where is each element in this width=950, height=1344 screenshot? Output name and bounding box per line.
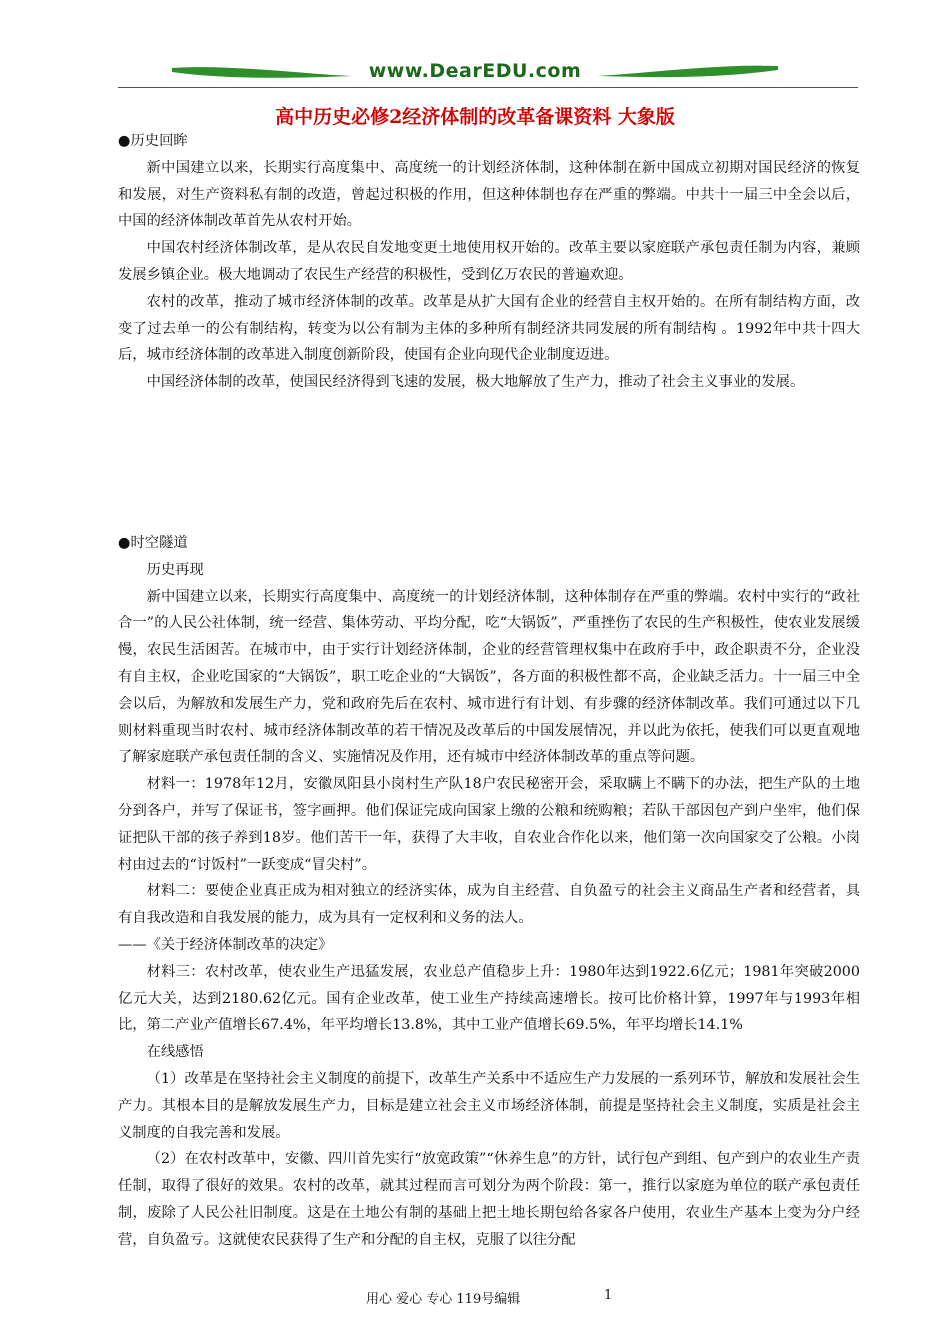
paragraph: 中国经济体制的改革，使国民经济得到飞速的发展，极大地解放了生产力，推动了社会主义事业的发展。 <box>146 374 805 391</box>
material-source: ——《关于经济体制改革的决定》 <box>118 936 333 953</box>
material-one: 材料一：1978年12月，安徽凤阳县小岗村生产队18户农民秘密开会，采取瞒上不瞒下的办法，把生产队的土地分到各户，并写了保证书，签字画押。他们保证完成向国家上缴的公粮和统购粮；若队干部因包产到户坐牢，他们保证把队干部的孩子养到18岁。他们苦干一年，获得了大丰收，自农业合作化以来，他们第一次向国家交了公粮。小岗村由过去的“讨饭村”一跃变成“冒尖村”。 <box>118 776 860 873</box>
site-header <box>0 56 950 96</box>
subheading-insight: 在线感悟 <box>146 1044 204 1061</box>
footer-slogan: 用心 爱心 专心 119号编辑 <box>366 1292 521 1307</box>
header-divider <box>118 87 858 88</box>
section-heading-tunnel: ●时空隧道 <box>118 534 188 551</box>
material-two: 材料二：要使企业真正成为相对独立的经济实体，成为自主经营、自负盈亏的社会主义商品生产者和经营者，具有自我改造和自我发展的能力，成为具有一定权利和义务的法人。 <box>118 883 860 927</box>
site-logo[interactable]: www.DearEDU.com <box>368 60 582 82</box>
insight-item: （2）在农村改革中，安徽、四川首先实行“放宽政策”“休养生息”的方针，试行包产到组、包产到户的农业生产责任制，取得了很好的效果。农村的改革，就其过程而言可划分为两个阶段：第一，推行以家庭为单位的联产承包责任制，废除了人民公社旧制度。这是在土地公有制的基础上把土地长期包给各家各户使用，农业生产基本上变为分户经营，自负盈亏。这就使农民获得了生产和分配的自主权，克服了以往分配 <box>118 1151 860 1248</box>
paragraph: 新中国建立以来，长期实行高度集中、高度统一的计划经济体制，这种体制在新中国成立初期对国民经济的恢复和发展，对生产资料私有制的改造，曾起过积极的作用，但这种体制也存在严重的弊端。中共十一届三中全会以后，中国的经济体制改革首先从农村开始。 <box>118 159 860 230</box>
paragraph: 新中国建立以来，长期实行高度集中、高度统一的计划经济体制，这种体制存在严重的弊端。农村中实行的“政社合一”的人民公社体制，统一经营、集体劳动、平均分配，吃“大锅饭”，严重挫伤了农民的生产积极性，使农业发展缓慢，农民生活困苦。在城市中，由于实行计划经济体制，企业的经营管理权集中在政府手中，政企职责不分，企业没有自主权，企业吃国家的“大锅饭”，职工吃企业的“大锅饭”，各方面的积极性都不高，企业缺乏活力。十一届三中全会以后，为解放和发展生产力，党和政府先后在农村、城市进行有计划、有步骤的经济体制改革。我们可通过以下几则材料重现当时农村、城市经济体制改革的若干情况及改革后的中国发展情况，并以此为依托，使我们可以更直观地了解家庭联产承包责任制的含义、实施情况及作用，还有城市中经济体制改革的重点等问题。 <box>118 588 860 766</box>
blank-space <box>118 396 860 530</box>
paragraph: 农村的改革，推动了城市经济体制的改革。改革是从扩大国有企业的经营自主权开始的。在所有制结构方面，改变了过去单一的公有制结构，转变为以公有制为主体的多种所有制经济共同发展的所有制结构 。1992年中共十四大后，城市经济体制的改革进入制度创新阶段，使国有企业向现代企业制度迈进。 <box>118 293 860 364</box>
document-body <box>118 128 860 1253</box>
section-heading-review: ●历史回眸 <box>118 133 188 149</box>
page-footer <box>0 1288 950 1308</box>
page-title: 高中历史必修2经济体制的改革备课资料 大象版 <box>275 106 675 128</box>
material-three: 材料三：农村改革，使农业生产迅猛发展，农业总产值稳步上升：1980年达到1922.6亿元；1981年突破2000亿元大关，达到2180.62亿元。国有企业改革，使工业生产持续高速增长。按可比价格计算，1997年与1993年相比，第二产业产值增长67.4%，年平均增长13.8%，其中工业产值增长69.5%，年平均增长14.1% <box>118 963 860 1034</box>
paragraph: 中国农村经济体制改革，是从农民自发地变更土地使用权开始的。改革主要以家庭联产承包责任制为内容，兼顾发展乡镇企业。极大地调动了农民生产经营的积极性，受到亿万农民的普遍欢迎。 <box>118 240 860 283</box>
insight-item: （1）改革是在坚持社会主义制度的前提下，改革生产关系中不适应生产力发展的一系列环节，解放和发展社会生产力。其根本目的是解放发展生产力，目标是建立社会主义市场经济体制，前提是坚持社会主义制度，实质是社会主义制度的自我完善和发展。 <box>118 1070 860 1141</box>
subheading-history: 历史再现 <box>146 561 204 578</box>
page-number: 1 <box>604 1288 613 1303</box>
